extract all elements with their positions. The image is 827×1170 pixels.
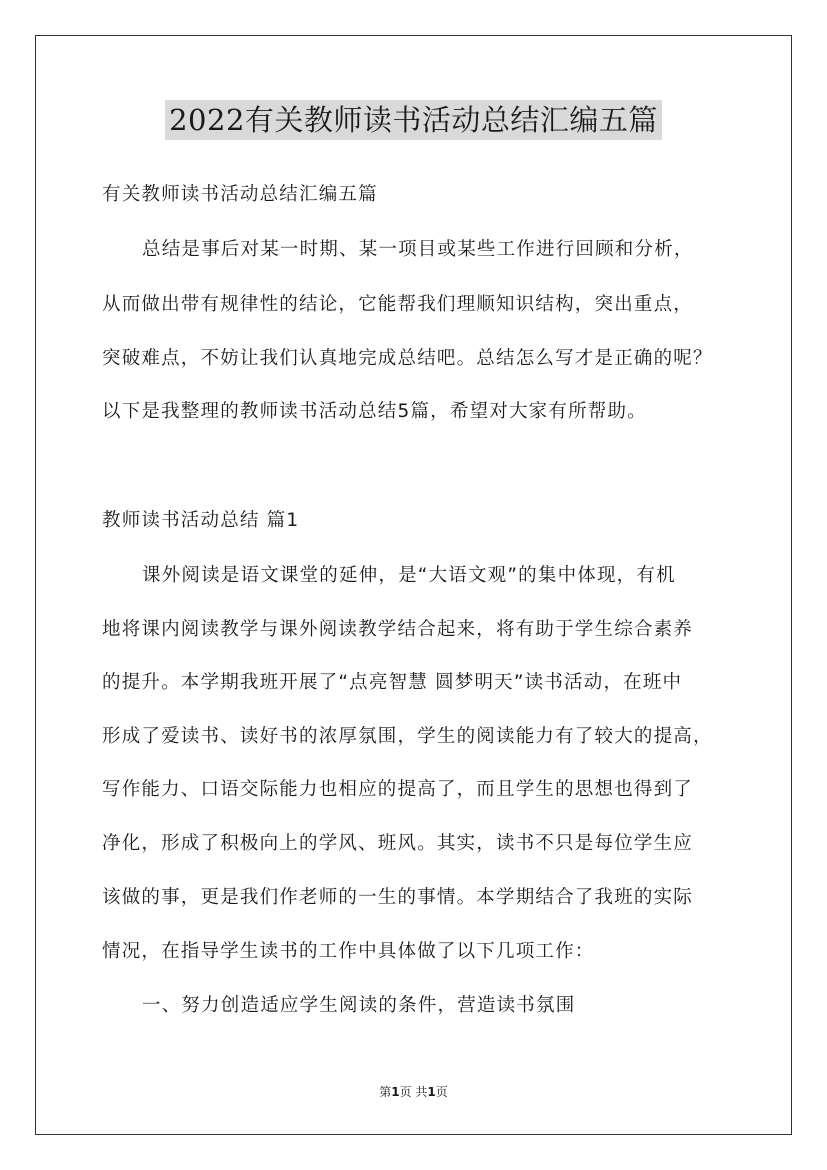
- document-title: 2022有关教师读书活动总结汇编五篇: [165, 100, 662, 140]
- section-heading: 教师读书活动总结 篇1: [102, 510, 300, 531]
- section-line-1: 课外阅读是语文课堂的延伸，是“大语文观”的集中体现，有机: [142, 565, 676, 586]
- section-line-6: 净化，形成了积极向上的学风、班风。其实，读书不只是每位学生应: [102, 833, 694, 854]
- footer-page-number: 1: [391, 1085, 400, 1099]
- intro-line-2: 从而做出带有规律性的结论，它能帮我们理顺知识结构，突出重点，: [102, 294, 694, 315]
- intro-line-4: 以下是我整理的教师读书活动总结5篇，希望对大家有所帮助。: [102, 401, 647, 422]
- intro-line-3: 突破难点，不妨让我们认真地完成总结吧。总结怎么写才是正确的呢？: [102, 348, 713, 369]
- section-line-4: 形成了爱读书、读好书的浓厚氛围，学生的阅读能力有了较大的提高，: [102, 726, 713, 747]
- footer-page-mid: 页 共: [399, 1085, 428, 1099]
- document-subtitle: 有关教师读书活动总结汇编五篇: [102, 184, 378, 205]
- footer-page-suffix: 页: [435, 1085, 448, 1099]
- footer-page-prefix: 第: [379, 1085, 392, 1099]
- page-footer: [0, 1084, 827, 1100]
- section-line-7: 该做的事，更是我们作老师的一生的事情。本学期结合了我班的实际: [102, 887, 694, 908]
- section-line-2: 地将课内阅读教学与课外阅读教学结合起来，将有助于学生综合素养: [102, 619, 694, 640]
- section-line-3: 的提升。本学期我班开展了“点亮智慧 圆梦明天”读书活动，在班中: [102, 672, 683, 693]
- section-line-5: 写作能力、口语交际能力也相应的提高了，而且学生的思想也得到了: [102, 779, 694, 800]
- item-heading: 一、努力创造适应学生阅读的条件，营造读书氛围: [142, 995, 576, 1016]
- intro-line-1: 总结是事后对某一时期、某一项目或某些工作进行回顾和分析，: [142, 239, 694, 260]
- title-container: [0, 100, 827, 140]
- section-line-8: 情况，在指导学生读书的工作中具体做了以下几项工作：: [102, 941, 595, 962]
- footer-page-total: 1: [427, 1085, 436, 1099]
